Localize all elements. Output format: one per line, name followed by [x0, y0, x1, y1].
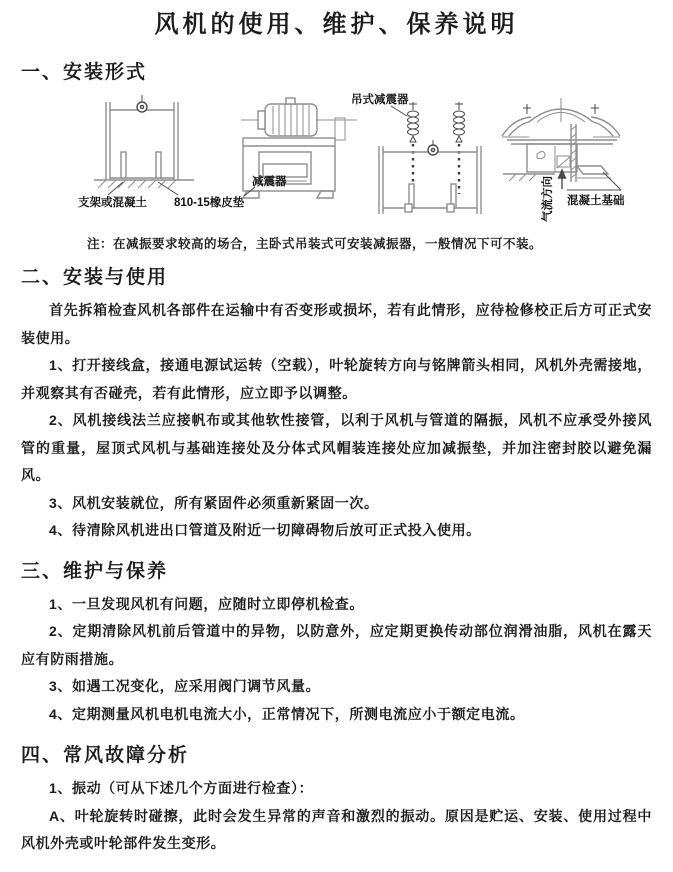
- page-title: 风机的使用、维护、保养说明: [154, 11, 519, 38]
- installation-item-1: 1、打开接线盒，接通电源试运转（空载），叶轮旋转方向与铭牌箭头相同，风机外壳需接地，并观察其有否碰壳，若有此情形，应立即予以调整。: [21, 357, 652, 401]
- hanging-mount-diagram: [351, 90, 491, 218]
- installation-item-3: 3、风机安装就位，所有紧固件必须重新紧固一次。: [49, 494, 379, 511]
- damper-note: 注：在减振要求较高的场合，主卧式吊装式可安装减振器，一般情况下可不装。: [87, 237, 543, 251]
- section-heading-fault-analysis: 四、常风故障分析: [21, 745, 190, 766]
- installation-item-2: 2、风机接线法兰应接帆布或其他软性接管，以利于风机与管道的隔振，风机不应承受外接风管的重量，屋顶式风机与基础连接处及分体式风帽装连接处应加减振垫，并加注密封胶以避免漏风。: [21, 412, 652, 483]
- maintenance-item-3: 3、如遇工况变化，应采用阀门调节风量。: [49, 678, 321, 694]
- section-heading-installation-use: 二、安装与使用: [21, 267, 169, 288]
- label-airflow-direction: 气流方向: [542, 176, 554, 222]
- label-shock-absorber: 减震器: [252, 176, 287, 188]
- label-concrete-foundation: 混凝土基础: [567, 195, 625, 207]
- installation-intro-paragraph: 首先拆箱检查风机各部件在运输中有否变形或损坏，若有此情形，应待检修校正后方可正式安装使用。: [21, 302, 652, 346]
- fault-item-1: 1、振动（可从下述几个方面进行检查）：: [49, 780, 314, 796]
- maintenance-item-2: 2、定期清除风机前后管道中的异物，以防意外，应定期更换传动部位润滑油脂，风机在露天应有防雨措施。: [21, 623, 652, 667]
- maintenance-item-4: 4、定期测量风机电机电流大小，正常情况下，所测电流应小于额定电流。: [49, 705, 525, 722]
- label-support-or-concrete: 支架或混凝土: [78, 197, 147, 209]
- section-heading-installation-forms: 一、安装形式: [21, 62, 148, 83]
- installation-item-4: 4、待清除风机进出口管道及附近一切障碍物后放可正式投入使用。: [49, 522, 481, 538]
- installation-diagrams: [21, 90, 652, 230]
- cabinet-fan-diagram: [235, 94, 360, 216]
- roof-fan-diagram: [497, 94, 673, 229]
- fault-item-a: A、叶轮旋转时碰擦，此时会发生异常的声音和激烈的振动。原因是贮运、安装、使用过程中风机外壳或叶轮部件发生变形。: [21, 807, 652, 851]
- section-heading-maintenance: 三、维护与保养: [21, 560, 169, 582]
- label-hanging-damper: 吊式减震器: [351, 94, 409, 106]
- label-rubber-pad: 810-15橡皮垫: [174, 197, 245, 209]
- maintenance-item-1: 1、一旦发现风机有问题，应随时立即停机检查。: [49, 595, 364, 612]
